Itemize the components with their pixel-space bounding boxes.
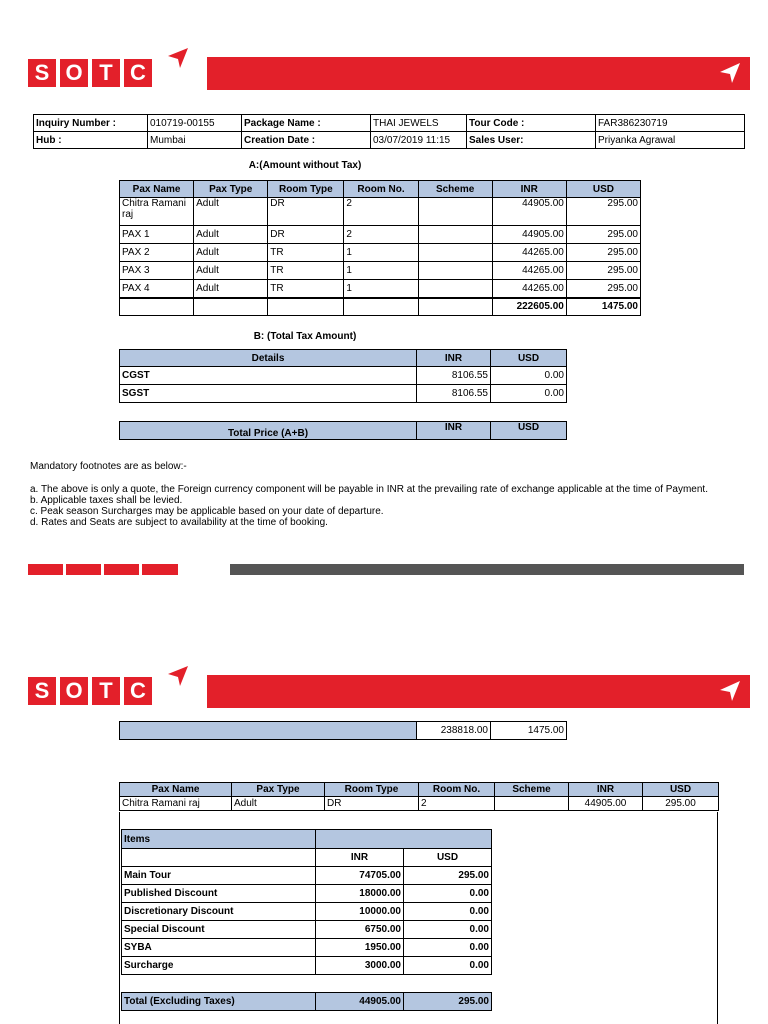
logo-letter: T [92, 59, 120, 87]
table-row [122, 885, 492, 903]
footnotes [30, 461, 750, 528]
room-no-cell: 2 [419, 797, 495, 811]
usd-cell: 295.00 [566, 226, 640, 244]
pax-name-cell: Chitra Ramani raj [120, 198, 194, 226]
scheme-cell [418, 244, 492, 262]
pax-name-cell: PAX 4 [120, 280, 194, 298]
items-total-inr: 44905.00 [316, 993, 404, 1011]
creation-date-value: 03/07/2019 11:15 [371, 132, 467, 149]
col-header: Pax Type [194, 181, 268, 198]
room-no-cell: 1 [344, 262, 418, 280]
footer-red-segment [142, 564, 178, 575]
footer-red-segment [66, 564, 101, 575]
table-row [120, 262, 641, 280]
col-header: Pax Type [232, 783, 325, 797]
paper-plane-icon [720, 63, 740, 83]
logo-letter: O [60, 677, 88, 705]
hub-label: Hub : [34, 132, 148, 149]
tax-table [119, 349, 567, 403]
usd-cell: 0.00 [491, 367, 567, 385]
usd-cell: 295.00 [566, 262, 640, 280]
col-header: USD [491, 350, 567, 367]
detail-frame-right [717, 812, 718, 1024]
inquiry-value: 010719-00155 [148, 115, 242, 132]
room-type-cell: DR [268, 226, 344, 244]
items-title: Items [122, 830, 316, 849]
usd-cell: 295.00 [566, 280, 640, 298]
table-row [120, 198, 641, 226]
scheme-cell [418, 198, 492, 226]
scheme-cell [418, 226, 492, 244]
inr-cell: 44265.00 [492, 280, 566, 298]
col-header: Details [120, 350, 417, 367]
room-no-cell: 1 [344, 280, 418, 298]
col-header: Room No. [419, 783, 495, 797]
sales-user-label: Sales User: [467, 132, 596, 149]
col-header: Scheme [418, 181, 492, 198]
col-header: Room Type [325, 783, 419, 797]
table-row [120, 385, 567, 403]
detail-frame-left [119, 812, 120, 1024]
inr-cell: 3000.00 [316, 957, 404, 975]
pax-name-cell: PAX 3 [120, 262, 194, 280]
footer-red-segment [28, 564, 63, 575]
total-price-inr: 238818.00 [417, 722, 491, 740]
items-total-row [122, 993, 492, 1011]
inr-cell: 44265.00 [492, 244, 566, 262]
col-header: Room No. [344, 181, 418, 198]
logo-letter: S [28, 59, 56, 87]
usd-cell: 0.00 [404, 957, 492, 975]
inr-cell: 44265.00 [492, 262, 566, 280]
usd-cell: 0.00 [491, 385, 567, 403]
total-price-header-table [119, 421, 567, 440]
total-inr: 222605.00 [492, 298, 566, 316]
inr-cell: 6750.00 [316, 921, 404, 939]
footnotes-intro: Mandatory footnotes are as below:- [30, 461, 187, 472]
table-row [120, 226, 641, 244]
amount-without-tax-table [119, 180, 641, 316]
room-type-cell: TR [268, 262, 344, 280]
package-value: THAI JEWELS [371, 115, 467, 132]
total-price-inr-label: INR [417, 422, 491, 440]
scheme-cell [418, 262, 492, 280]
paper-plane-icon [720, 681, 740, 701]
table-row [120, 367, 567, 385]
inr-cell: 10000.00 [316, 903, 404, 921]
table-row [120, 244, 641, 262]
room-no-cell: 2 [344, 198, 418, 226]
hub-value: Mumbai [148, 132, 242, 149]
logo-letter: C [124, 677, 152, 705]
logo-letter: C [124, 59, 152, 87]
pax-type-cell: Adult [194, 198, 268, 226]
room-type-cell: TR [268, 244, 344, 262]
header-red-bar [207, 57, 750, 90]
pax-type-cell: Adult [232, 797, 325, 811]
inquiry-info-table [33, 114, 745, 149]
inr-cell: 44905.00 [569, 797, 643, 811]
table-row [120, 280, 641, 298]
inr-cell: 74705.00 [316, 867, 404, 885]
section-a-title: A:(Amount without Tax) [248, 160, 362, 171]
logo-letter: S [28, 677, 56, 705]
footnote-item: b. Applicable taxes shall be levied. [30, 495, 183, 506]
room-type-cell: TR [268, 280, 344, 298]
inr-cell: 8106.55 [417, 367, 491, 385]
total-price-values-table [119, 721, 567, 740]
room-no-cell: 2 [344, 226, 418, 244]
pax-type-cell: Adult [194, 244, 268, 262]
logo-arrow-icon [168, 48, 190, 70]
header-red-bar [207, 675, 750, 708]
items-col-usd: USD [404, 849, 492, 867]
sotc-logo [28, 59, 152, 87]
logo-letter: O [60, 59, 88, 87]
table-row [120, 797, 719, 811]
inquiry-label: Inquiry Number : [34, 115, 148, 132]
col-header: Room Type [268, 181, 344, 198]
room-type-cell: DR [325, 797, 419, 811]
pax-detail-table [119, 782, 719, 811]
room-no-cell: 1 [344, 244, 418, 262]
item-name-cell: Published Discount [122, 885, 316, 903]
col-header: USD [643, 783, 719, 797]
section-b-title: B: (Total Tax Amount) [253, 331, 357, 342]
inr-cell: 8106.55 [417, 385, 491, 403]
footer-red-segment [104, 564, 139, 575]
footnote-item: c. Peak season Surcharges may be applicable based on your date of departure. [30, 506, 384, 517]
items-total-usd: 295.00 [404, 993, 492, 1011]
footnote-item: a. The above is only a quote, the Foreign currency component will be payable in INR at the prevailing rate of exchange applicable at the time of Payment. [30, 484, 708, 495]
usd-cell: 295.00 [643, 797, 719, 811]
usd-cell: 295.00 [566, 244, 640, 262]
col-header: Pax Name [120, 783, 232, 797]
inr-cell: 44905.00 [492, 198, 566, 226]
items-col-inr: INR [316, 849, 404, 867]
pax-name-cell: PAX 2 [120, 244, 194, 262]
table-row [122, 957, 492, 975]
logo-arrow-icon [168, 666, 190, 688]
sotc-logo [28, 677, 152, 705]
usd-cell: 295.00 [404, 867, 492, 885]
tax-name-cell: SGST [120, 385, 417, 403]
usd-cell: 295.00 [566, 198, 640, 226]
pax-type-cell: Adult [194, 280, 268, 298]
table-row [122, 903, 492, 921]
pax-name-cell: Chitra Ramani raj [120, 797, 232, 811]
col-header: INR [417, 350, 491, 367]
scheme-cell [495, 797, 569, 811]
room-type-cell: DR [268, 198, 344, 226]
pax-type-cell: Adult [194, 226, 268, 244]
item-name-cell: Discretionary Discount [122, 903, 316, 921]
inr-cell: 18000.00 [316, 885, 404, 903]
creation-date-label: Creation Date : [242, 132, 371, 149]
usd-cell: 0.00 [404, 903, 492, 921]
item-name-cell: SYBA [122, 939, 316, 957]
logo-letter: T [92, 677, 120, 705]
col-header: Pax Name [120, 181, 194, 198]
item-name-cell: Surcharge [122, 957, 316, 975]
col-header: USD [566, 181, 640, 198]
inr-cell: 1950.00 [316, 939, 404, 957]
items-breakdown-table [121, 829, 492, 1011]
scheme-cell [418, 280, 492, 298]
tour-code-label: Tour Code : [467, 115, 596, 132]
total-price-usd: 1475.00 [491, 722, 567, 740]
table-row [122, 867, 492, 885]
total-price-usd-label: USD [491, 422, 567, 440]
footnote-item: d. Rates and Seats are subject to availability at the time of booking. [30, 517, 328, 528]
total-usd: 1475.00 [566, 298, 640, 316]
items-total-label: Total (Excluding Taxes) [122, 993, 316, 1011]
table-row [122, 921, 492, 939]
usd-cell: 0.00 [404, 885, 492, 903]
package-label: Package Name : [242, 115, 371, 132]
col-header: INR [569, 783, 643, 797]
col-header: Scheme [495, 783, 569, 797]
pax-name-cell: PAX 1 [120, 226, 194, 244]
footer-gray-bar [230, 564, 744, 575]
col-header: INR [492, 181, 566, 198]
tour-code-value: FAR386230719 [596, 115, 745, 132]
tax-name-cell: CGST [120, 367, 417, 385]
inr-cell: 44905.00 [492, 226, 566, 244]
item-name-cell: Main Tour [122, 867, 316, 885]
sales-user-value: Priyanka Agrawal [596, 132, 745, 149]
total-row [120, 298, 641, 316]
usd-cell: 0.00 [404, 921, 492, 939]
total-price-label: Total Price (A+B) [120, 422, 417, 440]
table-row [122, 939, 492, 957]
usd-cell: 0.00 [404, 939, 492, 957]
item-name-cell: Special Discount [122, 921, 316, 939]
pax-type-cell: Adult [194, 262, 268, 280]
